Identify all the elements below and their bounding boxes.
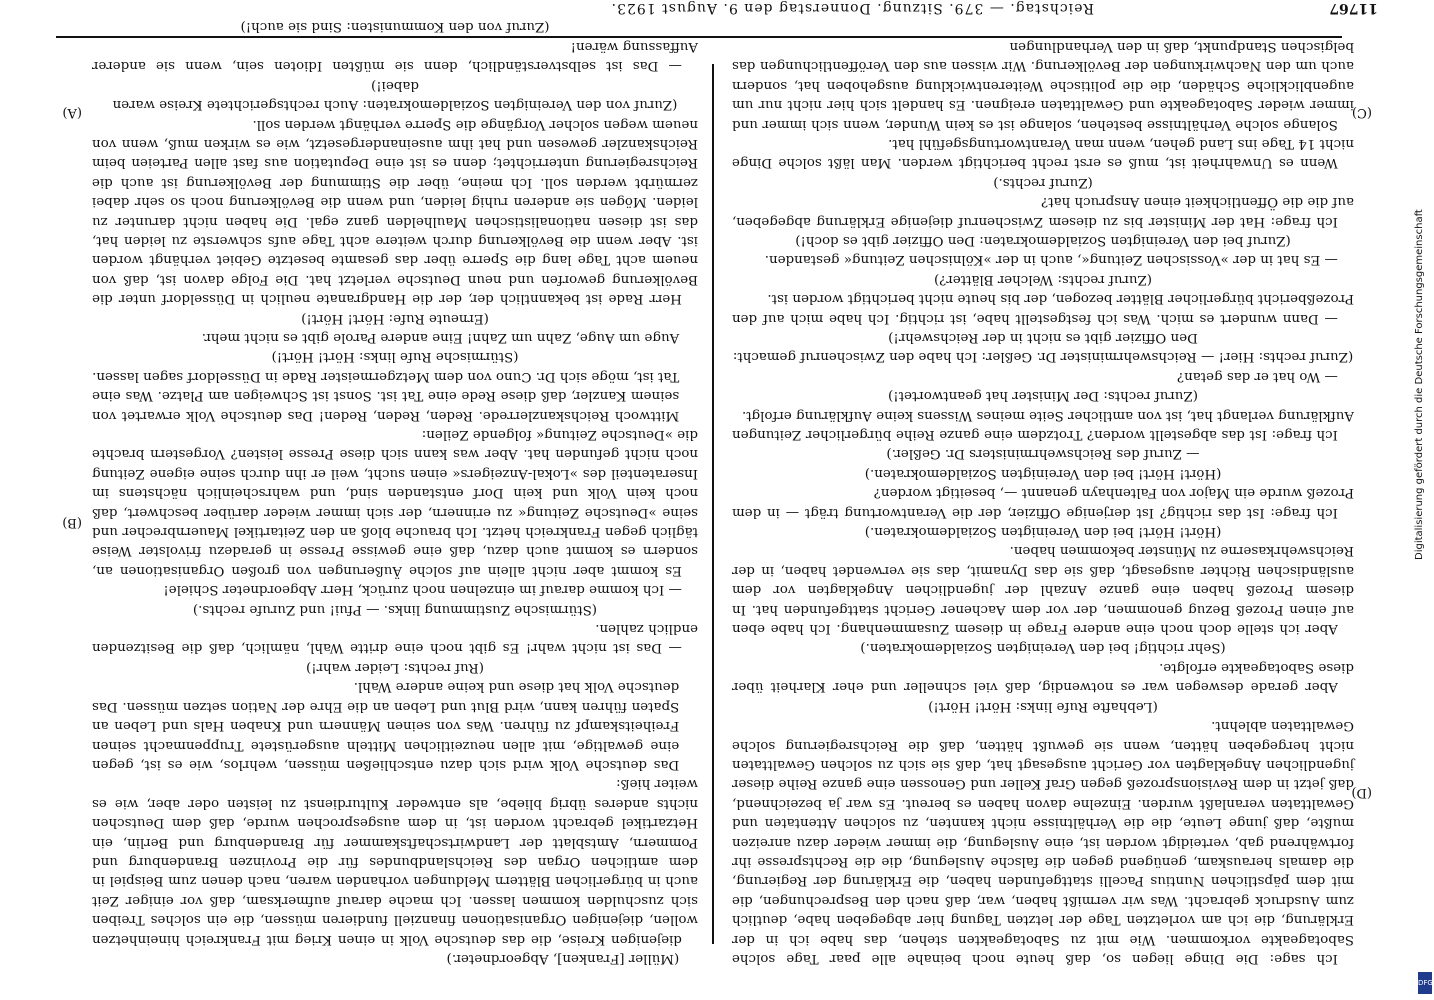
left_column-paragraph: diejenigen Kreise, die das deutsche Volk in einen Krieg mit Frankreich hineinhetzen wollen, diejenigen Organisationen finanziell fundieren müssen, die ein solches Treiben sich zuschulden kommen lassen. Ich mache darauf aufmerksam, daß vor einiger Zeit auch in bürgerlichen Blättern Meldungen vorhanden waren, nach denen zum Beispiel in dem amtlichen Organ des Reichslandbundes für die Provinzen Brandenburg und Pommern, Amtsblatt der Landwirtschaftskammer für Brandenburg und Berlin, ein Hetzartikel gebracht worden ist, in dem ausgesprochen wurde, daß dem Deutschen nichts anderes übrig bliebe, als entweder Kulturdienst zu leisten oder aber, wie es weiter hieß: — [92, 776, 698, 947]
right_column-paragraph: Ich sage: Die Dinge liegen so, daß heute noch beinahe alle paar Tage solche Sabotageakte vorkommen. Wie mit zu Sabotageakten stehen, das habe ich in der Erklärung, die ich am vorletzten Tage der letzten Tagung hier abgegeben habe, deutlich zum Ausdruck gebracht. Was wir vermißt haben, war, daß nach den Besprechungen, die mit dem päpstlichen Nuntius Pacelli stattgefunden haben, die Erklärung der Regierung, die damals herauskam, genügend gegen die falsche Auslegung, die die Rechtspresse ihr fortwährend gab, verteidigt worden ist, eine Auslegung, die immer wieder dazu anreizen mußte, daß junge Leute, die die Verhältnisse nicht kannten, zu solchen Attentaten und Gewalttaten veranlaßt wurden. Einzelne davon haben es bereut. Es war ja bezeichnend, daß jetzt in dem Revisionsprozeß gegen Graf Keller und Genossen eine ganze Reihe dieser jugendlichen Angeklagten vor Gericht ausgesagt hat, daß sie sich zu solchen Gewalttaten nicht hergegeben hätten, wenn sie gewußt hätten, daß die Reichsregierung solche Gewalttaten ablehnt. — [732, 718, 1354, 966]
marker-c: (C) — [1351, 105, 1372, 120]
right_column-paragraph: — Wo hat er das getan? — [1176, 368, 1338, 384]
running-header — [0, 0, 1434, 14]
left_column-paragraph: (Stürmische Rufe links: Hört! Hört!) — [271, 349, 519, 365]
right_column-paragraph: Ich frage: Hat der Minister bis zu diesem Zwischenruf diejenige Erklärung abgegeben, auf die die Öffentlichkeit einen Anspruch hat? — [732, 194, 1354, 229]
right_column-paragraph: Aber gerade deswegen war es notwendig, daß viel schneller und eher Klarheit über diese Sabotageakte erfolgte. — [732, 659, 1354, 695]
right_column-paragraph: (Sehr richtig! bei den Vereinigten Sozialdemokraten.) — [860, 640, 1226, 656]
column-right — [732, 38, 1354, 968]
right_column-paragraph: (Zuruf bei den Vereinigten Sozialdemokraten: Den Offizier gibt es doch!) — [795, 232, 1291, 248]
right_column-paragraph: (Hört! Hört! bei den Vereinigten Sozialdemokraten.) — [864, 465, 1222, 481]
left_column-paragraph: Auge um Auge, Zahn um Zahn! Eine andere Parole gibt es nicht mehr. — [201, 330, 680, 345]
right_column-paragraph: (Zuruf rechts.) — [993, 174, 1093, 190]
right_column-paragraph: (Zuruf rechts: Hier! — Reichswehrminister Dr. Geßler: Ich habe den Zwischenruf gemacht: Den Offizier gibt es nicht in der Reichswehr!) — [732, 330, 1354, 365]
left_column-paragraph: (Stürmische Zustimmung links. — Pfui! und Zurufe rechts.) — [192, 601, 598, 617]
marker-b: (B) — [62, 515, 82, 530]
left_column-paragraph: — Das ist selbstverständlich, denn sie müßten Idioten sein, wenn sie anderer Auffassung wären! — [92, 38, 698, 74]
left_column-paragraph: (Erneute Rufe: Hört! Hört!) — [301, 310, 489, 326]
marker-d: (D) — [1351, 785, 1372, 800]
right_column-paragraph: (Zuruf rechts: Der Minister hat geantwortet!) — [888, 388, 1198, 404]
left_column-paragraph: Mittwoch Reichskanzlerrede. Reden, Reden, Reden! Das deutsche Volk erwartet von seinem Kanzler, daß diese Rede eine Tat ist. Sonst ist Schweigen am Platze. Was eine Tat ist, möge sich Dr. Cuno von dem Metzgermeister Rade in Düsseldorf sagen lassen. — [92, 368, 680, 423]
dfg-logo: DFG — [1418, 972, 1432, 994]
marker-a: (A) — [62, 105, 82, 120]
left_column-paragraph: — Ich komme darauf im einzelnen noch zurück, Herr Abgeordneter Schiele! — [163, 582, 682, 598]
left_column-paragraph: — Das ist nicht wahr! Es gibt noch eine dritte Wahl, nämlich, daß die Besitzenden endlich zahlen. — [92, 621, 698, 656]
right_column-paragraph: — Es hat in der »Vossischen Zeitung«, auch in der »Kölnischen Zeitung« gestanden. — [764, 252, 1338, 268]
column-divider — [712, 64, 714, 944]
right_column-paragraph: Solange solche Verhältnisse bestehen, solange ist es kein Wunder, wenn sich immer und immer wieder Sabotageakte und Gewalttaten ereignen. Es handelt sich hier nicht nur um augenblickliche Schäden, die die politische Weiterentwicklung ausgehoben hat, sondern auch um den Nachwirkungen der Bevölkerung. Wir wissen aus den Veröffentlichungen das belgischen Standpunkt, daß in den Verhandlungen — [732, 38, 1354, 132]
right_column-paragraph: Ich frage: Ist das abgestellt worden? Trotzdem eine ganze Reihe bürgerlicher Zeitungen Aufklärung verlangt hat, ist von amtlicher Seite meines Wissens keine Aufklärung erfolgt. — [732, 407, 1354, 443]
left_column-paragraph: Es kommt aber nicht allein auf solche Äußerungen von großen Organisationen an, sondern es kommt auch dazu, daß eine gewisse Presse in geradezu frivolster Weise täglich gegen Frankreich hetzt. Ich brauche bloß an den Zeitartikel Mauernbrecher und seine »Deutsche Zeitung« zu erinnern, der sich immer wieder darüber beschwert, daß noch kein Volk und kein Dorf entstanden sind, und wahrscheinlich nächstens im Inseratenteil des »Lokal-Anzeigers« einen sucht, weil er ihn durch seine eigene Zeitung noch nicht gefunden hat. Aber was kann sich diese Presse leisten? Vorgestern brachte die »Deutsche Zeitung« folgende Zeilen: — [92, 427, 698, 578]
left_column-paragraph: (Ruf rechts: Leider wahr!) — [306, 659, 484, 675]
page-number: 11767 — [1329, 0, 1378, 16]
left_column-paragraph: Das deutsche Volk wird sich dazu entschließen müssen, wehrlos, wie es ist, gegen eine gewaltige, mit allen neuzeitlichen Mitteln ausgerüstete Truppenmacht seinen Freiheitskampf zu führen. Was von seinen Männern und Knaben Hals und Leben an Spaten führen kann, wird Blut und Leben an die Ehre der Nation setzen müssen. Das deutsche Volk hat diese und keine andere Wahl. — [92, 679, 680, 772]
right_column-paragraph: Wenn es Unwahrheit ist, muß es erst recht berichtigt werden. Man läßt solche Dinge nicht 14 Tage ins Land gehen, wenn man Verantwortungsgefühl hat. — [732, 135, 1354, 171]
left_column-paragraph: (Zuruf von den Vereinigten Sozialdemokraten: Auch rechtsgerichtete Kreise waren dabei!) — [112, 77, 678, 113]
left_column-paragraph: (Müller [Franken], Abgeordneter.) — [446, 951, 680, 966]
right_column-paragraph: Aber ich stelle doch noch eine andere Frage in diesem Zusammenhang. Ich habe eben auf einen Prozeß Bezug genommen, der vor dem Aachener Gericht stattgefunden hat. In diesem Prozeß haben eine ganze Anzahl der jugendlichen Angeklagten vor dem ausländischen Richter ausgesagt, daß sie das Dynamit, das sie verwendet haben, in der Reichswehrkaserne zu Münster bekommen haben. — [732, 543, 1354, 637]
right_column-paragraph: — Dann wundert es mich. Was ich festgestellt habe, ist richtig. Ich habe mich auf den Prozeßbericht bürgerlicher Blätter bezogen, der bis heute nicht berichtigt worden ist. — [732, 291, 1354, 326]
right_column-paragraph: Ich frage: Ist das richtig? Ist derjenige Offizier, der die Verantwortung trägt — in dem Prozeß wurde ein Major von Faltenhayn genannt —, beseitigt worden? — [732, 485, 1354, 520]
right_column-paragraph: (Lebhafte Rufe links: Hört! Hört!) — [928, 698, 1158, 714]
digitization-credit: Digitalisierung gefördert durch die Deutsche Forschungsgemeinschaft — [1414, 209, 1425, 560]
column-left — [92, 19, 698, 968]
right_column-paragraph: (Hört! Hört! bei den Vereinigten Sozialdemokraten.) — [864, 524, 1222, 540]
right_column-paragraph: (Zuruf rechts: Welcher Blätter?) — [933, 271, 1153, 287]
header-title: Reichstag. — 379. Sitzung. Donnerstag den 9. August 1923. — [610, 0, 1094, 16]
left_column-paragraph: Herr Rade ist bekanntlich der, der die Handgranate neulich in Düsseldorf unter die Bevölkerung geworfen und neun Deutsche verletzt hat. Die Folge davon ist, daß von neuem acht Tage lang die Sperre über das gesamte besetzte Gebiet verhängt worden ist. Aber wenn die Bevölkerung durch weitere acht Tage aufs schwerste zu leiden hat, das ist diesen nationalistischen Maulhelden ganz egal. Die haben nicht darunter zu leiden. Mögen sie anderen ruhig leiden, und wenn die Bevölkerung noch so sehr dabei zermürbt werden soll. Ich meine, über die Stimmung der Bevölkerung ist auch die Reichsregierung unterrichtet; denn es ist eine Deputation aus fast allen Parteien beim Reichskanzler gewesen und hat ihm auseinandergesetzt, wie es wirken muß, wenn von neuem wegen solcher Vorgänge die Sperre verhängt werden soll. — [92, 116, 698, 307]
left_column-paragraph: (Zuruf von den Kommunisten: Sind sie auch!) — [240, 19, 550, 35]
right_column-paragraph: — Zuruf des Reichswehrministers Dr. Geßler.) — [886, 446, 1200, 462]
